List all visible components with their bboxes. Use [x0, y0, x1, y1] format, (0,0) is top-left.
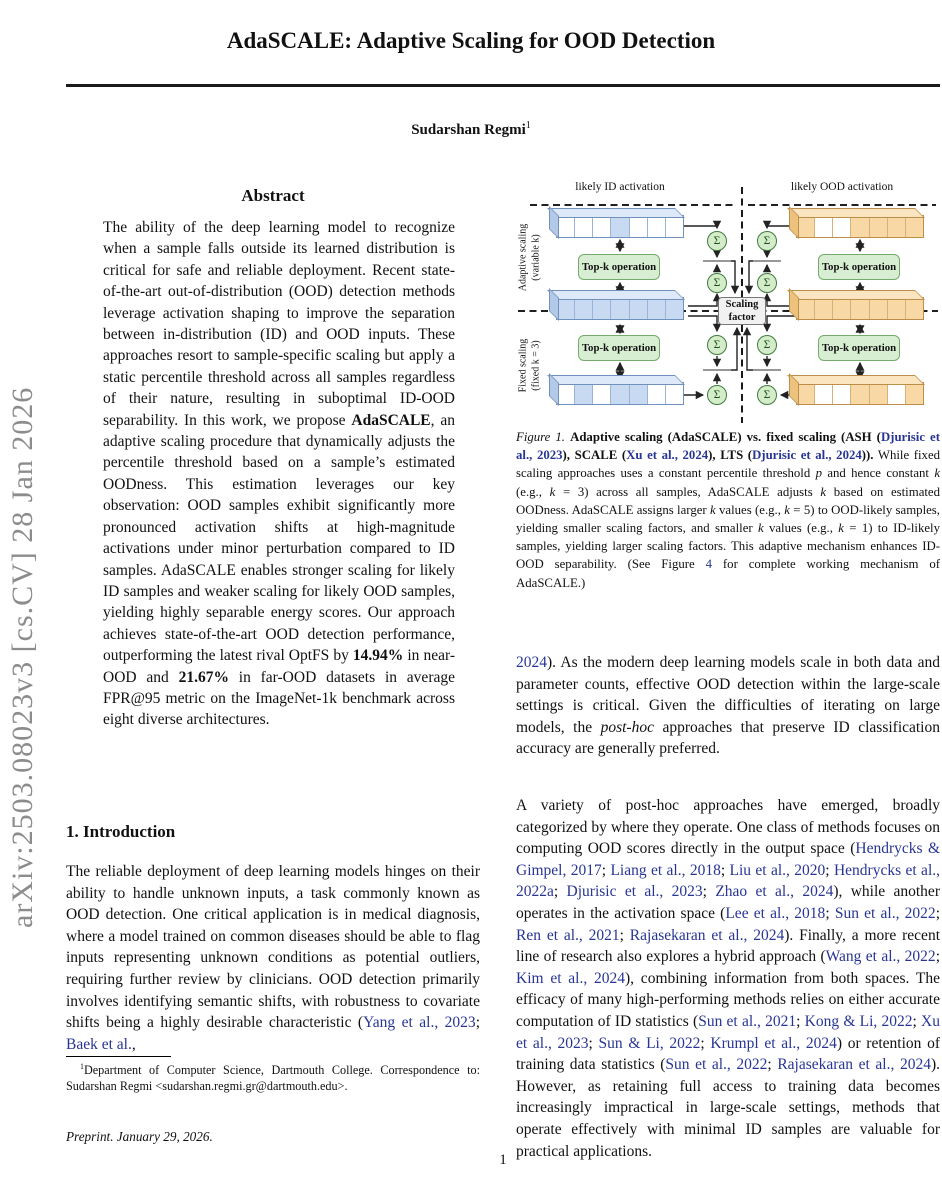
activation-cell — [851, 216, 869, 237]
text-segment: )). — [861, 448, 874, 463]
activation-cell — [648, 298, 666, 319]
text-segment: ; — [588, 1034, 599, 1052]
activation-cell — [888, 216, 906, 237]
activation-cell — [630, 383, 648, 404]
text-segment: ; — [912, 1012, 922, 1030]
citation-link[interactable]: Sun & Li, 2022 — [598, 1034, 701, 1052]
activation-cell — [833, 298, 851, 319]
topk-operation-box: Top-k operation — [578, 254, 660, 280]
text-segment: 21.67% — [178, 668, 229, 686]
text-segment: ), LTS ( — [708, 448, 753, 463]
activation-cell — [815, 383, 833, 404]
footnote-rule — [66, 1056, 171, 1057]
activation-cell — [906, 383, 923, 404]
sigma-sum-node: Σ — [707, 385, 727, 405]
activation-bar-ood-fixed — [796, 382, 924, 405]
activation-bar-ood-adaptive — [796, 215, 924, 238]
citation-link[interactable]: Djurisic et al., 2024 — [752, 448, 862, 463]
text-segment: ; — [825, 904, 835, 922]
text-segment: ; — [619, 926, 630, 944]
activation-bar-id-original — [556, 297, 684, 320]
label-fixed-scaling — [518, 311, 543, 421]
introduction-text — [66, 861, 480, 1055]
citation-link[interactable]: Hendrycks et al., 2022a — [516, 861, 940, 901]
activation-cell — [648, 383, 666, 404]
citation-link[interactable]: Liu et al., 2020 — [729, 861, 826, 879]
text-segment: k — [784, 502, 790, 517]
label-likely-ood-activation: likely OOD activation — [790, 181, 894, 193]
sigma-sum-node: Σ — [757, 231, 777, 251]
topk-operation-box: Top-k operation — [578, 335, 660, 361]
activation-cell — [593, 216, 611, 237]
author-affiliation-mark: 1 — [525, 120, 531, 131]
citation-link[interactable]: Kong & Li, 2022 — [804, 1012, 913, 1030]
text-segment: p — [815, 466, 822, 481]
author-name-text: Sudarshan Regmi — [411, 122, 526, 138]
sigma-sum-node: Σ — [707, 335, 727, 355]
citation-link[interactable]: Sun et al., 2022 — [834, 904, 936, 922]
activation-cell — [833, 383, 851, 404]
text-segment: AdaSCALE — [351, 411, 431, 429]
activation-cell — [611, 216, 629, 237]
arxiv-banner: arXiv:2503.08023v3 [cs.CV] 28 Jan 2026 — [6, 386, 39, 928]
text-segment: ; — [935, 904, 940, 922]
activation-cell — [906, 298, 923, 319]
activation-cell — [611, 298, 629, 319]
activation-cell — [888, 383, 906, 404]
activation-cell — [557, 383, 575, 404]
text-segment: ; — [700, 1034, 711, 1052]
citation-link[interactable]: Rajasekaran et al., 2024 — [777, 1056, 931, 1074]
text-segment: A variety of post-hoc approaches have emerged, broadly categorized by where they operate. One class of methods focuses on computing OOD scores directly in the output space ( — [516, 797, 940, 858]
text-segment: , — [131, 1035, 136, 1053]
page-number: 1 — [499, 1152, 507, 1168]
activation-cell — [666, 383, 683, 404]
text-segment: ; — [601, 861, 611, 879]
text-segment: ; — [825, 861, 834, 879]
citation-link[interactable]: Kim et al., 2024 — [516, 969, 625, 987]
text-segment: k — [549, 484, 556, 499]
sigma-sum-node: Σ — [757, 385, 777, 405]
sigma-sum-node: Σ — [707, 273, 727, 293]
text-segment: ; — [475, 1014, 480, 1032]
activation-bar-id-fixed — [556, 382, 684, 405]
activation-cell — [593, 383, 611, 404]
text-segment: ). However, as retaining full access to training data becomes increasingly impractical in large-scale settings, methods that operate effectively with minimal ID samples are valuable for practical applications. — [516, 1056, 941, 1160]
text-segment: 14.94% — [352, 647, 404, 665]
activation-cell — [815, 298, 833, 319]
text-segment: The ability of the deep learning model to recognize when a sample falls outside its learned distribution is critical for safe and reliable deployment. Recent state-of-the-art out-of-distribution (OOD) detection methods leverage activation shaping to improve the separation between in-distribution (ID) and OOD inputs. These approaches resort to sample-specific scaling but apply a static percentile threshold across all samples regardless of their nature, resulting in suboptimal ID-OOD separability. In this work, we propose — [103, 219, 455, 429]
activation-cell — [575, 383, 593, 404]
abstract-heading: Abstract — [241, 186, 305, 205]
citation-link[interactable]: Sun et al., 2021 — [698, 1012, 797, 1030]
text-segment: ). As the modern deep learning models scale in both data and parameter counts, effective OOD detection within the large-scale settings is critical. Given the difficulties of iterating on large models, the — [516, 654, 940, 736]
activation-cell — [851, 383, 869, 404]
sigma-sum-node: Σ — [757, 335, 777, 355]
text-segment: ; — [553, 883, 567, 901]
citation-link[interactable]: Sun et al., 2022 — [665, 1056, 768, 1074]
citation-link[interactable]: Wang et al., 2022 — [825, 948, 936, 966]
introduction-heading: 1. Introduction — [66, 822, 176, 841]
topk-operation-box: Top-k operation — [818, 335, 900, 361]
activation-cell — [648, 216, 666, 237]
adaptive-scaling-line1: Adaptive scaling — [517, 223, 529, 292]
right-column-paragraph-2 — [516, 795, 940, 1162]
activation-cell — [870, 216, 888, 237]
text-segment: = 3) across all samples, AdaSCALE adjusts — [555, 484, 821, 499]
activation-bar-id-adaptive — [556, 215, 684, 238]
text-segment: The reliable deployment of deep learning models hinges on their ability to handle unknown inputs, a task commonly known as OOD detection. One critical application is in medical diagnosis, where a model trained on common diseases should be able to flag inputs representing unknown conditions as potential outliers, requiring further review by clinicians. OOD detection primarily involves identifying semantic shifts, with robustness to covariate shifts being a highly desirable characteristic ( — [66, 863, 480, 1032]
footnote-text — [66, 1062, 480, 1094]
citation-link[interactable]: Djurisic et al., 2023 — [566, 883, 703, 901]
sigma-sum-node: Σ — [757, 273, 777, 293]
text-segment: 1 — [80, 1061, 84, 1071]
citation-link[interactable]: Liang et al., 2018 — [610, 861, 721, 879]
scaling-factor-line2: factor — [728, 312, 756, 323]
activation-cell — [888, 298, 906, 319]
citation-link[interactable]: Baek et al. — [66, 1035, 132, 1053]
citation-link[interactable]: Hendrycks & Gimpel, 2017 — [516, 840, 940, 879]
activation-cell — [630, 216, 648, 237]
text-segment: k — [757, 521, 764, 536]
preprint-note: Preprint. January 29, 2026. — [66, 1129, 213, 1144]
sigma-sum-node: Σ — [707, 231, 727, 251]
text-segment: in far-OOD datasets in average FPR@95 metric on the ImageNet-1k benchmark across eight diverse architectures. — [103, 668, 455, 729]
activation-cell — [870, 298, 888, 319]
citation-link[interactable]: Rajasekaran et al., 2024 — [629, 926, 785, 944]
activation-cell — [557, 298, 575, 319]
figure-1-diagram — [516, 175, 940, 427]
scaling-factor-line1: Scaling — [725, 298, 759, 310]
right-column-paragraph-1 — [516, 652, 940, 760]
activation-cell — [797, 298, 815, 319]
activation-cell — [666, 298, 683, 319]
text-segment: (e.g., — [516, 484, 550, 499]
citation-link[interactable]: 4 — [705, 557, 712, 572]
text-segment: ; — [702, 883, 716, 901]
citation-link[interactable]: Ren et al., 2021 — [516, 926, 620, 944]
activation-cell — [797, 383, 815, 404]
citation-link[interactable]: Xu et al., 2024 — [626, 448, 709, 463]
text-segment: , an adaptive scaling procedure that dynamically adjusts the percentile threshold based on a sample’s estimated OODness. This estimation leverages our key observation: OOD samples exhibit significantly more pronounced activation shifts at high-magnitude activations under minor perturbation compared to ID samples. AdaSCALE enables stronger scaling for likely ID samples and weaker scaling for likely OOD samples, yielding highly separable energy scores. Our approach achieves state-of-the-art OOD detection performance, outperforming the latest rival OptFS by — [103, 411, 455, 665]
citation-link[interactable]: Lee et al., 2018 — [725, 904, 826, 922]
activation-cell — [593, 298, 611, 319]
activation-cell — [630, 298, 648, 319]
text-segment: k — [934, 466, 940, 481]
text-segment: ; — [935, 948, 940, 966]
text-segment: ). Finally, a more recent line of research also explores a hybrid approach ( — [516, 926, 940, 966]
text-segment: based on estimated OODness. AdaSCALE assigns larger — [516, 484, 941, 517]
text-segment: for complete working mechanism of AdaSCALE.) — [516, 557, 940, 590]
citation-link[interactable]: Xu et al., 2023 — [516, 1012, 940, 1052]
topk-operation-box: Top-k operation — [818, 254, 900, 280]
text-segment: = 1) to ID-likely samples, yielding larger scaling factors. This adaptive mechanism enhances ID-OOD separability. (See Figure — [516, 521, 940, 572]
text-segment: post-hoc — [600, 718, 654, 736]
activation-cell — [575, 216, 593, 237]
text-segment: ; — [720, 861, 730, 879]
text-segment: ; — [796, 1012, 805, 1030]
activation-cell — [575, 298, 593, 319]
activation-cell — [870, 383, 888, 404]
text-segment: and hence constant — [822, 466, 935, 481]
text-segment: in near-OOD and — [103, 647, 455, 686]
activation-cell — [906, 216, 923, 237]
adaptive-scaling-line2: (variable k) — [530, 234, 541, 281]
text-segment: While fixed scaling approaches uses a constant percentile threshold — [516, 448, 941, 481]
activation-cell — [833, 216, 851, 237]
citation-link[interactable]: Krumpl et al., 2024 — [710, 1034, 837, 1052]
citation-link[interactable]: 2024 — [516, 654, 547, 671]
text-segment: ; — [767, 1056, 778, 1074]
title-rule — [66, 84, 940, 87]
label-adaptive-scaling — [518, 203, 543, 313]
text-segment: approaches that preserve ID classification accuracy are generally preferred. — [516, 718, 940, 758]
citation-link[interactable]: Djurisic et al., 2023 — [516, 430, 940, 463]
activation-cell — [851, 298, 869, 319]
paper-title: AdaSCALE: Adaptive Scaling for OOD Detection — [226, 28, 716, 53]
citation-link[interactable]: Yang et al., 2023 — [363, 1014, 476, 1032]
text-segment: ), combining information from both spaces. The efficacy of many high-performing methods relies on either accurate computation of ID statistics ( — [516, 969, 940, 1030]
text-segment: ), while another operates in the activation space ( — [516, 883, 940, 922]
citation-link[interactable]: Zhao et al., 2024 — [715, 883, 834, 901]
text-segment: k — [838, 521, 844, 536]
text-segment: values (e.g., — [715, 502, 785, 517]
activation-cell — [557, 216, 575, 237]
text-segment: values (e.g., — [763, 521, 839, 536]
text-segment: ) or retention of training data statistics ( — [516, 1034, 940, 1074]
text-segment: k — [820, 484, 827, 499]
figure-1-caption — [516, 428, 940, 592]
abstract-text — [103, 217, 455, 731]
text-segment: = 5) to OOD-likely samples, yielding smaller scaling factors, and smaller — [516, 502, 940, 536]
text-segment: ), SCALE ( — [562, 448, 627, 463]
scaling-factor-box — [718, 297, 766, 325]
activation-cell — [666, 216, 683, 237]
text-segment: Figure 1. — [516, 430, 566, 444]
fixed-scaling-line2: (fixed k = 3) — [530, 340, 541, 391]
activation-cell — [815, 216, 833, 237]
author-name — [0, 120, 942, 139]
fixed-scaling-line1: Fixed scaling — [517, 338, 529, 393]
label-likely-id-activation: likely ID activation — [575, 181, 665, 193]
text-segment: Adaptive scaling (AdaSCALE) vs. fixed scaling (ASH ( — [570, 430, 881, 444]
activation-cell — [611, 383, 629, 404]
activation-cell — [797, 216, 815, 237]
text-segment: k — [709, 502, 716, 517]
text-segment: Department of Computer Science, Dartmouth College. Correspondence to: Sudarshan Regmi <sudarshan.regmi.gr@dartmouth.edu>. — [66, 1063, 480, 1093]
activation-bar-ood-original — [796, 297, 924, 320]
